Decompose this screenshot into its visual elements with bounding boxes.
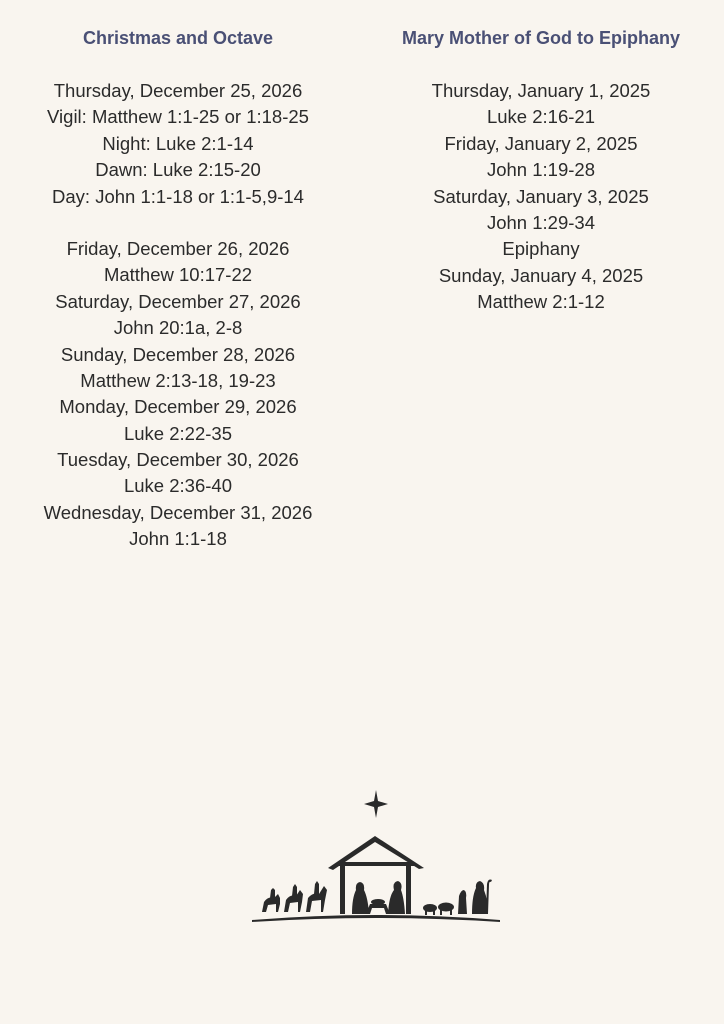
reading-citation: Matthew 10:17-22 xyxy=(103,264,253,286)
nativity-scene-icon xyxy=(248,786,504,926)
mary-figure xyxy=(388,881,405,914)
feast-name: Epiphany xyxy=(502,238,580,260)
christmas-octave-title: Christmas and Octave xyxy=(82,28,274,48)
reading-date: Friday, December 26, 2026 xyxy=(66,237,290,259)
stable-beam xyxy=(338,862,414,866)
reading-date: Saturday, December 27, 2026 xyxy=(55,290,301,312)
reading-citation: Matthew 2:13-18, 19-23 xyxy=(80,369,276,391)
wise-man-figure xyxy=(292,884,297,896)
reading-date: Friday, January 2, 2025 xyxy=(444,132,638,154)
reading-citation: Luke 2:16-21 xyxy=(486,106,595,128)
reading-citation: Luke 2:22-35 xyxy=(123,422,232,444)
star-icon xyxy=(364,790,388,818)
reading-citation: John 20:1a, 2-8 xyxy=(113,317,243,339)
reading-citation: Vigil: Matthew 1:1-25 or 1:18-25 xyxy=(47,106,309,128)
christmas-octave-column xyxy=(18,26,338,553)
reading-date: Thursday, December 25, 2026 xyxy=(53,80,303,101)
reading-citation: Luke 2:36-40 xyxy=(123,475,232,497)
reading-citation: John 1:29-34 xyxy=(486,211,595,233)
reading-date: Wednesday, December 31, 2026 xyxy=(43,501,313,523)
wise-man-figure xyxy=(314,881,319,894)
reading-citation: Day: John 1:1-18 or 1:1-5,9-14 xyxy=(52,185,304,207)
reading-date: Thursday, January 1, 2025 xyxy=(431,80,651,101)
reading-citation: John 1:19-28 xyxy=(486,159,595,181)
mary-epiphany-column xyxy=(380,26,702,316)
baby-figure xyxy=(371,899,385,905)
reading-date: Sunday, January 4, 2025 xyxy=(438,264,644,286)
reading-date: Tuesday, December 30, 2026 xyxy=(57,449,299,471)
joseph-figure xyxy=(352,882,369,914)
stable-post-left xyxy=(340,862,345,914)
shepherd-staff xyxy=(486,880,492,915)
reading-citation: Matthew 2:1-12 xyxy=(477,291,605,313)
wise-man-figure xyxy=(270,888,275,898)
christmas-octave-readings xyxy=(18,78,338,553)
reading-citation: John 1:1-18 xyxy=(129,528,227,550)
shepherd-figure xyxy=(472,881,488,914)
shepherd-figure xyxy=(458,890,467,914)
reading-date: Sunday, December 28, 2026 xyxy=(60,343,296,365)
mary-epiphany-title: Mary Mother of God to Epiphany xyxy=(402,28,680,48)
reading-date: Monday, December 29, 2026 xyxy=(59,396,297,418)
mary-epiphany-readings xyxy=(380,78,702,316)
manger-figure xyxy=(366,904,390,914)
stable-post-right xyxy=(406,862,411,914)
reading-citation: Dawn: Luke 2:15-20 xyxy=(95,159,261,181)
ground-line xyxy=(252,915,500,922)
reading-citation: Night: Luke 2:1-14 xyxy=(102,132,254,154)
reading-date: Saturday, January 3, 2025 xyxy=(433,185,649,207)
